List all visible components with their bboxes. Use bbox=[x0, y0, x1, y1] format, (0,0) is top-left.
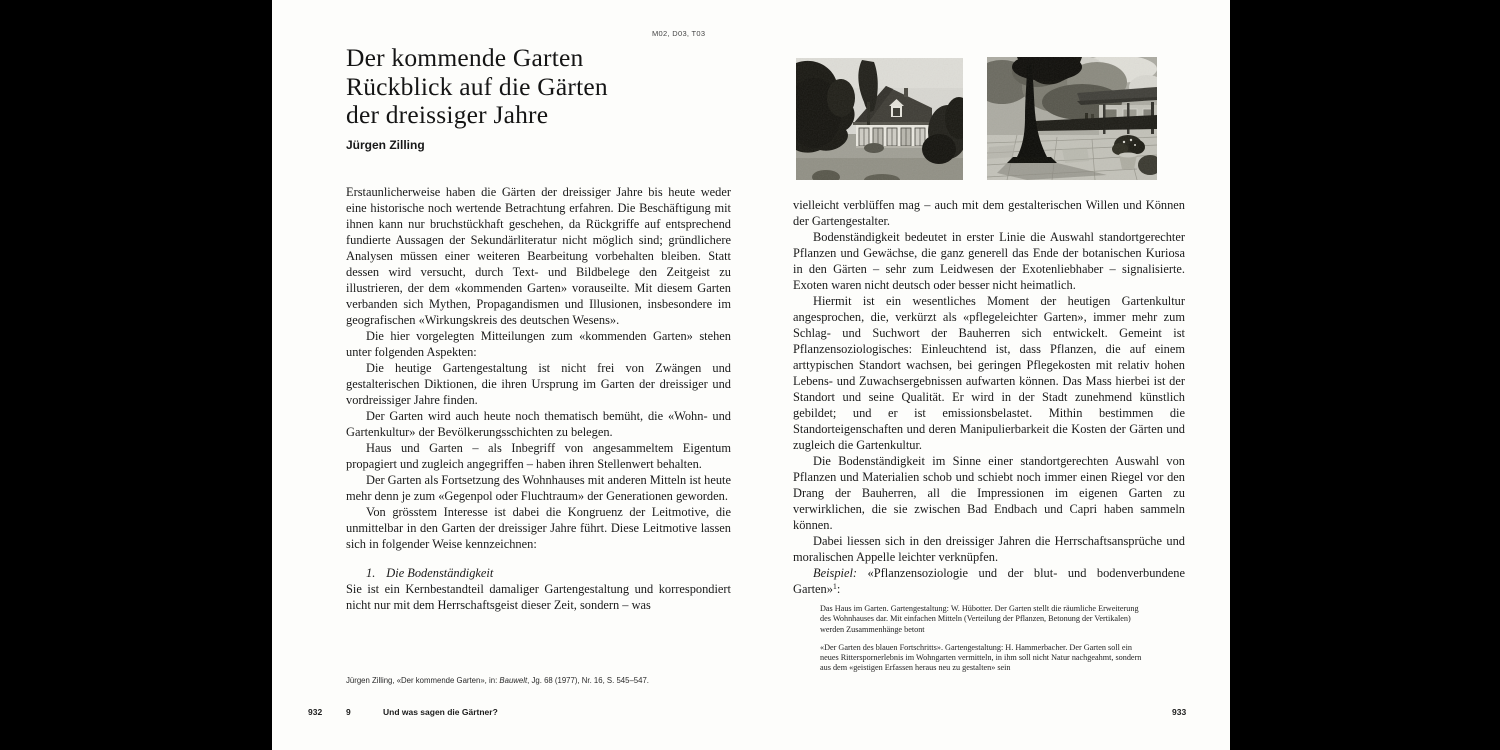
photo-caption-1: Das Haus im Garten. Gartengestaltung: W. Hübotter. Der Garten stellt die räumliche Erweiterung des Wohnhauses dar. Mit einfachen Mitteln (Verteilung der Pflanzen, Betonung der Vertikalen) werden Zusammenhänge betont bbox=[820, 604, 1139, 634]
section-heading bbox=[346, 565, 731, 581]
page-number-right: 933 bbox=[1172, 707, 1187, 717]
left-text-column bbox=[346, 184, 731, 613]
body-paragraph: vielleicht verblüffen mag – auch mit dem gestalterischen Willen und Können der Gartengestalter. bbox=[793, 198, 1185, 228]
footnote-citation bbox=[346, 676, 649, 685]
body-paragraph: Von grösstem Interesse ist dabei die Kongruenz der Leitmotive, die unmittelbar in den Garten der dreissiger Jahre führt. Diese Leitmotive lassen sich in folgender Weise kennzeichnen: bbox=[346, 505, 731, 551]
body-paragraph: Die Bodenständigkeit im Sinne einer standortgerechten Auswahl von Pflanzen und Materialien schob und schiebt noch immer einen Riegel vor den Drang der Bauherren, all die Impressionen im eigenen Garten zu verwirklichen, die sie zwischen Bad Endbach und Capri haben sammeln können. bbox=[793, 454, 1185, 532]
example-paragraph bbox=[793, 565, 1185, 597]
article-title-line-1: Der kommende Garten bbox=[346, 43, 584, 72]
body-paragraph: Bodenständigkeit bedeutet in erster Linie die Auswahl standortgerechter Pflanzen und Gewächse, die ganz generell das Ende der botanischen Kuriosa in den Gärten – sehr zum Leidwesen der Exotenliebhaber – signalisierte. Exoten waren nicht deutsch oder besser nicht heimatlich. bbox=[793, 230, 1185, 292]
plate-reference-label: M02, D03, T03 bbox=[652, 29, 706, 38]
page-number-left: 932 bbox=[308, 707, 323, 717]
footnote-journal-name: Bauwelt bbox=[499, 676, 528, 685]
footnote-text: , Jg. 68 (1977), Nr. 16, S. 545–547. bbox=[527, 676, 649, 685]
body-paragraph: Erstaunlicherweise haben die Gärten der dreissiger Jahre bis heute weder eine historische noch wertende Betrachtung erfahren. Die Beschäftigung mit ihnen kann nur bruchstückhaft geschehen, da Rückgriffe auf entsprechend fundierte Aussagen der Sekundärliteratur nicht möglich sind; gründlichere Analysen müssen einer weiteren Bearbeitung vorbehalten bleiben. Statt dessen wird versucht, durch Text- und Bildbelege den Zeitgeist zu illustrieren, der dem «kommenden Garten» vorauseilte. Mit diesem Garten verbanden sich Mythen, Propagandismen und Illusionen, insbesondere im geografischen «Wirkungskreis des deutschen Wesens». bbox=[346, 185, 731, 327]
section-title: Die Bodenständigkeit bbox=[386, 566, 494, 580]
photo-captions bbox=[820, 604, 1146, 674]
article-title-line-3: der dreissiger Jahre bbox=[346, 100, 549, 130]
example-lead: Beispiel: bbox=[813, 566, 858, 580]
page-spread-paper bbox=[272, 0, 1230, 750]
body-paragraph: Der Garten wird auch heute noch thematisch bemüht, die «Wohn- und Gartenkultur» der Bevölkerungsschichten zu belegen. bbox=[346, 409, 731, 439]
photo-pergola-garden bbox=[987, 57, 1157, 180]
photo-caption-2: «Der Garten des blauen Fortschritts». Gartengestaltung: H. Hammerbacher. Der Garten soll ein neues Ritterspornerlebnis im Wohngarten vermitteln, in ihm soll nicht Natur nachgeahmt, sondern aus dem «geistigen Erfassen heraus neu zu gestalten» sein bbox=[820, 642, 1142, 673]
example-text: «Pflanzensoziologie und der blut- und bodenverbundene Garten» bbox=[793, 566, 1185, 596]
body-paragraph: Hiermit ist ein wesentliches Moment der heutigen Gartenkultur angesprochen, die, verkürzt als «pflegeleichter Garten», immer mehr zum Schlag- und Suchwort der Bauherren sich entwickelt. Gemeint ist Pflanzensoziologisches: Einleuchtend ist, dass Pflanzen, die auf einem arttypischen Standort wachsen, bei geringen Pflegekosten mit relativ hohen Lebens- und Zuwachsergebnissen aufwarten können. Das Mass hierbei ist der Standort und seine Qualität. Er wird in der Stadt zunehmend künstlich gebildet; und er ist emissionsbelastet. Mithin bestimmen die Standorteigenschaften und deren Manipulierbarkeit die Kosten der Gärten und zugleich die Gartenkultur. bbox=[793, 294, 1185, 452]
photo-pergola-garden-illustration bbox=[987, 57, 1157, 180]
article-title bbox=[346, 44, 608, 130]
body-paragraph: Haus und Garten – als Inbegriff von angesammeltem Eigentum propagiert und zugleich angegriffen – haben ihren Stellenwert behalten. bbox=[346, 441, 731, 471]
right-text-column bbox=[793, 197, 1185, 674]
example-tail: : bbox=[836, 582, 841, 596]
body-paragraph: Sie ist ein Kernbestandteil damaliger Gartengestaltung und korrespondiert nicht nur mit dem Herrschaftsgeist dieser Zeit, sondern – was bbox=[346, 582, 731, 612]
photo-house-in-garden bbox=[796, 58, 963, 180]
chapter-number: 9 bbox=[346, 707, 351, 717]
body-paragraph: Die heutige Gartengestaltung ist nicht frei von Zwängen und gestalterischen Diktionen, die ihren Ursprung im Garten der dreissiger und vordreissiger Jahre finden. bbox=[346, 361, 731, 407]
article-author: Jürgen Zilling bbox=[346, 138, 425, 152]
body-paragraph: Der Garten als Fortsetzung des Wohnhauses mit anderen Mitteln ist heute mehr denn je zum «Gegenpol oder Fluchtraum» der Generationen geworden. bbox=[346, 473, 731, 503]
photo-house-in-garden-illustration bbox=[796, 58, 963, 180]
footnote-reference-mark: 1 bbox=[832, 582, 837, 591]
footnote-text: Jürgen Zilling, «Der kommende Garten», in: bbox=[346, 676, 500, 685]
body-paragraph: Dabei liessen sich in den dreissiger Jahren die Herrschaftsansprüche und moralischen Appelle leichter verknüpfen. bbox=[793, 534, 1185, 564]
section-number: 1. bbox=[366, 566, 376, 580]
article-title-line-2: Rückblick auf die Gärten bbox=[346, 71, 608, 101]
chapter-title: Und was sagen die Gärtner? bbox=[383, 707, 498, 717]
body-paragraph: Die hier vorgelegten Mitteilungen zum «kommenden Garten» stehen unter folgenden Aspekten: bbox=[346, 329, 731, 359]
